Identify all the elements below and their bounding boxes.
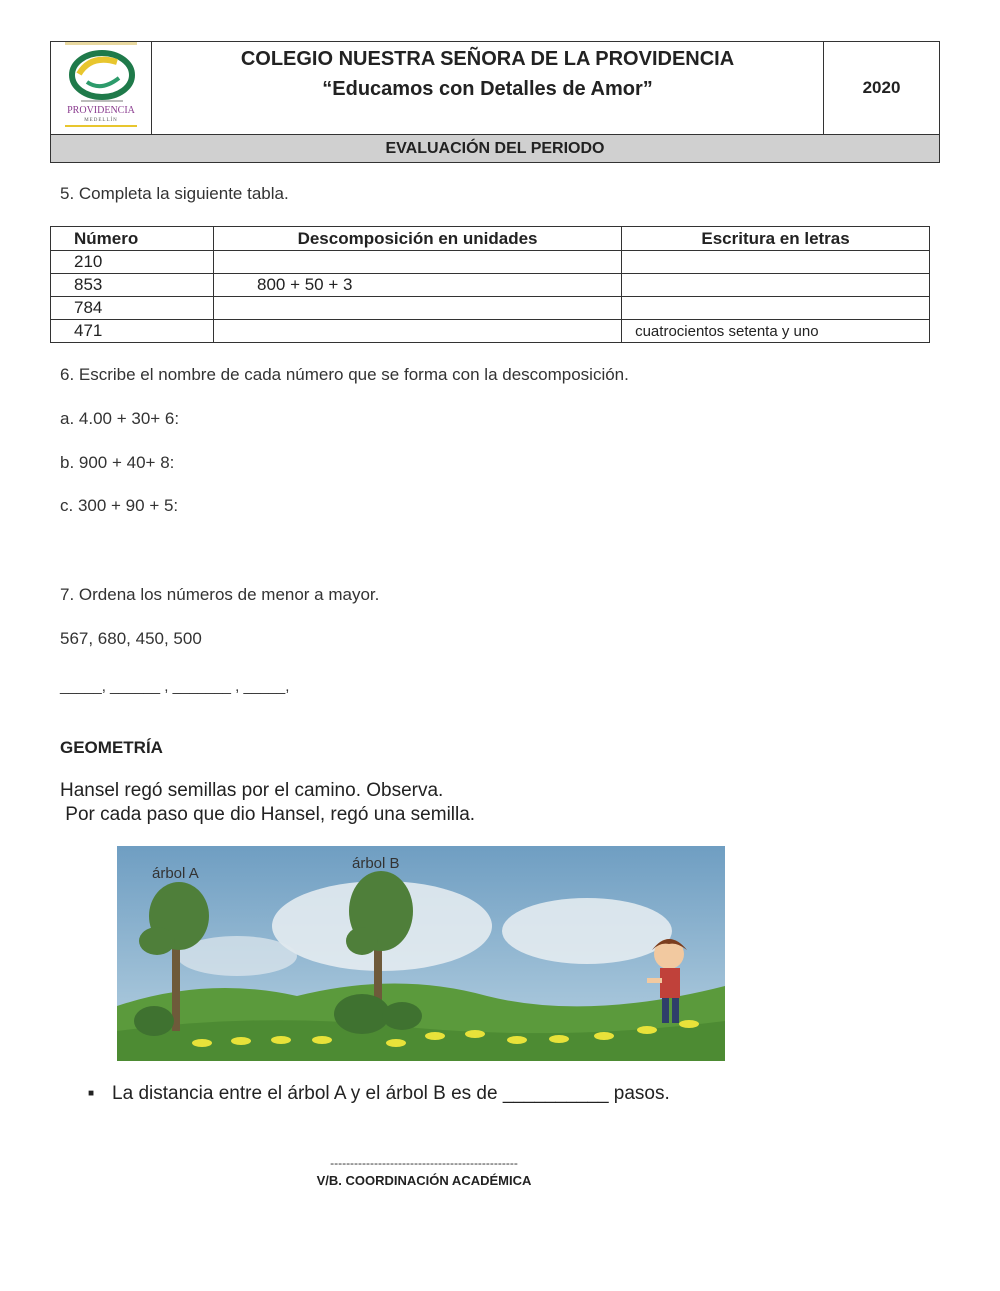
cell-letras: cuatrocientos setenta y uno — [622, 320, 930, 343]
signature-line: ----------------------------------------------- — [330, 1156, 518, 1170]
q5-prompt: 5. Completa la siguiente tabla. — [60, 184, 289, 203]
geometry-line-1: Hansel regó semillas por el camino. Observa. — [60, 780, 444, 801]
distance-question — [88, 1083, 670, 1105]
cell-letras[interactable] — [622, 251, 930, 274]
school-motto: “Educamos con Detalles de Amor” — [322, 78, 653, 100]
cell-letras[interactable] — [622, 297, 930, 320]
table-row — [51, 274, 930, 297]
col-descomposicion: Descomposición en unidades — [213, 227, 621, 251]
q7-answer-blanks[interactable]: _____, ______ , _______ , _____, — [60, 678, 290, 695]
table-header-row — [51, 227, 930, 251]
cell-descomposicion: 800 + 50 + 3 — [213, 274, 621, 297]
school-name: COLEGIO NUESTRA SEÑORA DE LA PROVIDENCIA — [240, 48, 735, 70]
svg-text:MEDELLÍN: MEDELLÍN — [84, 118, 118, 123]
cell-numero: 471 — [51, 320, 214, 343]
signature-block — [306, 1157, 542, 1188]
table-row — [51, 297, 930, 320]
cell-numero: 853 — [51, 274, 214, 297]
tree-a-label: árbol A — [152, 865, 199, 882]
cell-letras[interactable] — [622, 274, 930, 297]
q6-item-b: b. 900 + 40+ 8: — [60, 453, 175, 472]
col-letras: Escritura en letras — [622, 227, 930, 251]
bullet-icon: ■ — [88, 1088, 95, 1100]
tree-b-label: árbol B — [352, 855, 400, 872]
col-numero: Número — [51, 227, 214, 251]
q7-prompt: 7. Ordena los números de menor a mayor. — [60, 585, 380, 604]
section-title: EVALUACIÓN DEL PERIODO — [51, 134, 939, 162]
table-row — [51, 320, 930, 343]
table-row — [51, 251, 930, 274]
svg-text:PROVIDENCIA: PROVIDENCIA — [67, 105, 135, 116]
q6-item-a: a. 4.00 + 30+ 6: — [60, 409, 180, 428]
year: 2020 — [862, 78, 901, 97]
q5-table — [50, 226, 930, 343]
header-title-cell — [152, 42, 824, 134]
school-logo — [51, 42, 152, 134]
cell-numero: 210 — [51, 251, 214, 274]
q6-item-c: c. 300 + 90 + 5: — [60, 496, 179, 515]
cell-descomposicion[interactable] — [213, 320, 621, 343]
q6-prompt: 6. Escribe el nombre de cada número que se forma con la descomposición. — [60, 365, 629, 384]
q7-numbers: 567, 680, 450, 500 — [60, 629, 202, 648]
signature-label: V/B. COORDINACIÓN ACADÉMICA — [316, 1173, 532, 1188]
hansel-illustration — [117, 846, 725, 1061]
header-table — [50, 41, 940, 163]
geometry-heading: GEOMETRÍA — [60, 738, 163, 757]
cell-descomposicion[interactable] — [213, 297, 621, 320]
distance-question-text[interactable]: La distancia entre el árbol A y el árbol B es de __________ pasos. — [112, 1083, 670, 1104]
cell-descomposicion[interactable] — [213, 251, 621, 274]
cell-numero: 784 — [51, 297, 214, 320]
geometry-line-2: Por cada paso que dio Hansel, regó una semilla. — [60, 804, 476, 825]
